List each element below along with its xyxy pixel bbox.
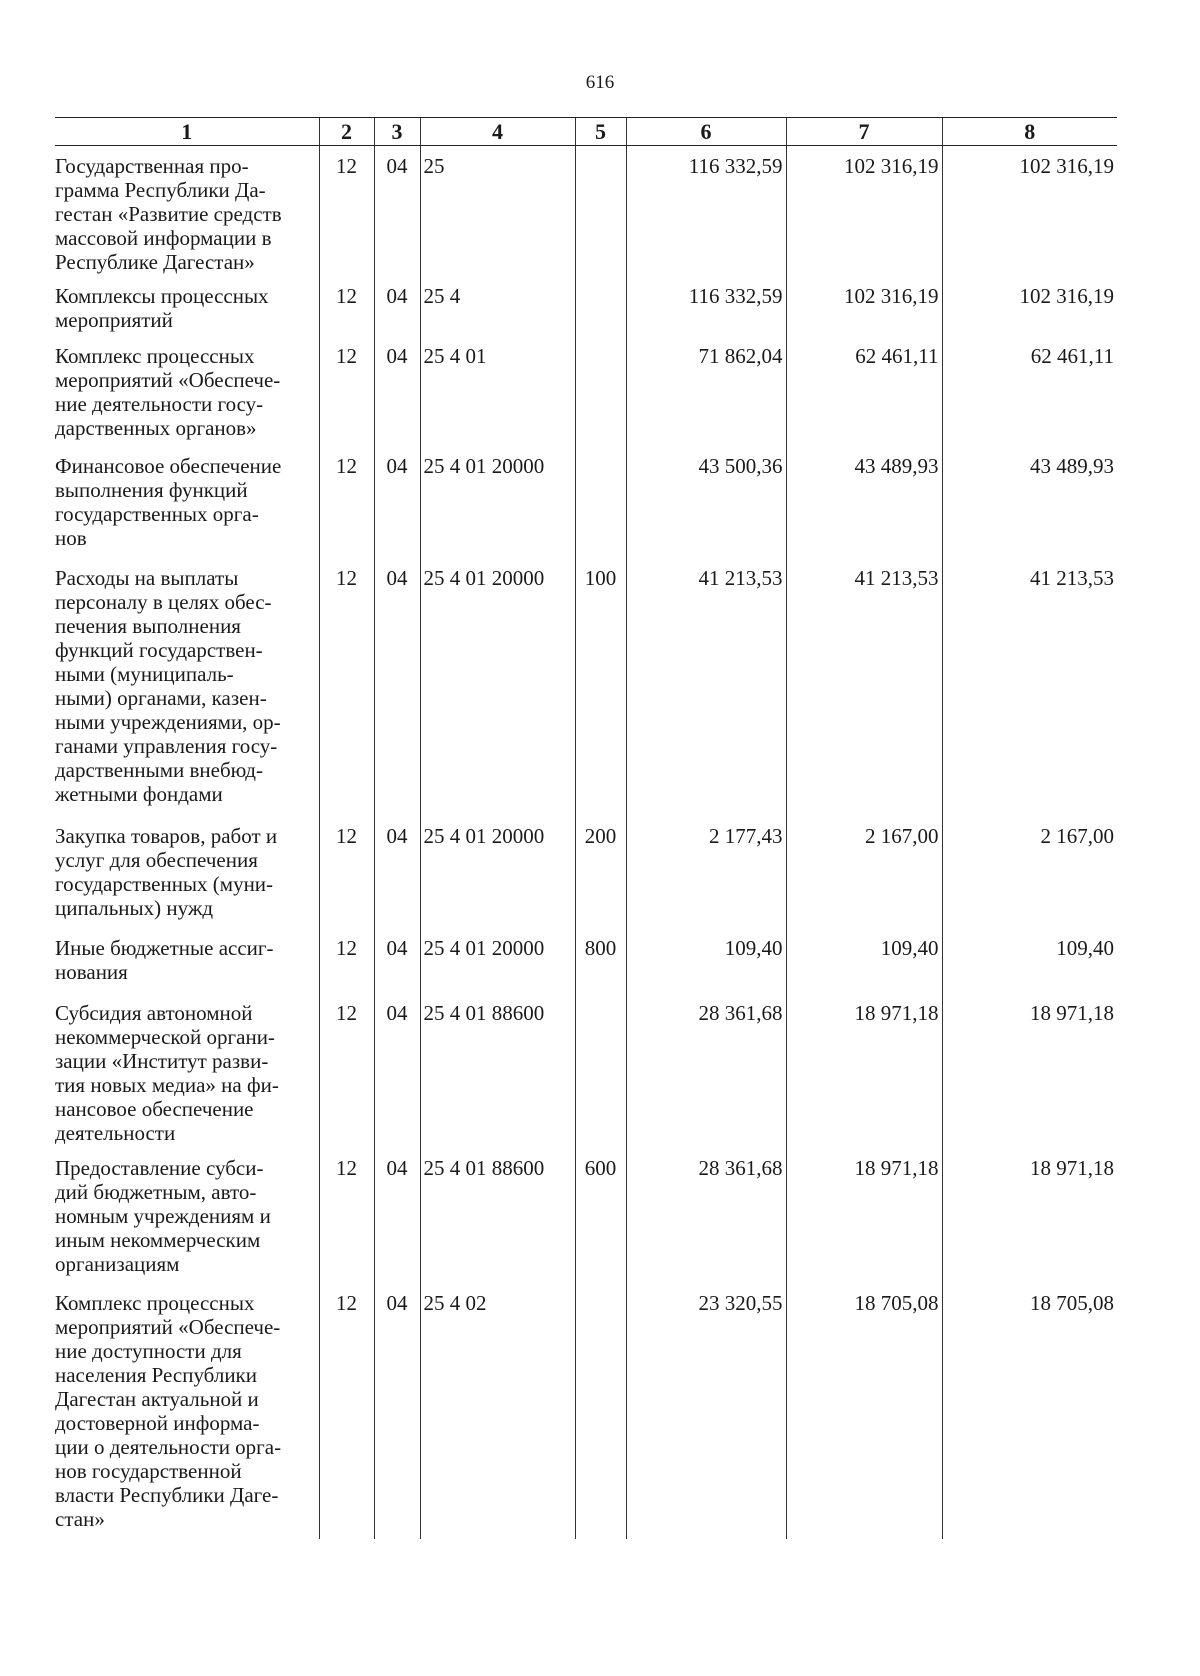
amount-col-7: 18 971,18 — [786, 1148, 942, 1283]
expense-type-code: 600 — [575, 1148, 626, 1283]
subsection-code: 04 — [374, 928, 420, 993]
table-row — [55, 993, 1117, 1148]
item-name: Предоставление субси- дий бюджетным, авто- номным учреждениям и иным некоммерческим организациям — [55, 1155, 271, 1276]
header-col-4: 4 — [420, 118, 575, 146]
expense-type-code — [575, 993, 626, 1148]
amount-col-7: 18 971,18 — [786, 993, 942, 1148]
subsection-code: 04 — [374, 336, 420, 446]
table-row — [55, 1283, 1117, 1539]
expense-type-code — [575, 1283, 626, 1539]
amount-col-6: 116 332,59 — [626, 276, 786, 336]
amount-col-8: 102 316,19 — [942, 276, 1117, 336]
amount-col-7: 62 461,11 — [786, 336, 942, 446]
amount-col-8: 102 316,19 — [942, 146, 1117, 276]
amount-col-7: 102 316,19 — [786, 146, 942, 276]
amount-col-6: 43 500,36 — [626, 446, 786, 558]
amount-col-7: 41 213,53 — [786, 558, 942, 816]
table-row — [55, 1148, 1117, 1283]
header-col-2: 2 — [319, 118, 374, 146]
header-col-5: 5 — [575, 118, 626, 146]
section-code: 12 — [319, 276, 374, 336]
amount-col-7: 18 705,08 — [786, 1283, 942, 1539]
subsection-code: 04 — [374, 1283, 420, 1539]
header-col-3: 3 — [374, 118, 420, 146]
header-col-8: 8 — [942, 118, 1117, 146]
page-number: 616 — [585, 72, 615, 93]
table-row — [55, 276, 1117, 336]
expense-type-code — [575, 146, 626, 276]
section-code: 12 — [319, 1148, 374, 1283]
item-name: Субсидия автономной некоммерческой органи- зации «Институт разви- тия новых медиа» на фи- нансовое обеспечение деятельности — [55, 1000, 279, 1145]
table-row — [55, 446, 1117, 558]
target-item-code: 25 4 01 — [420, 336, 575, 446]
amount-col-6: 23 320,55 — [626, 1283, 786, 1539]
amount-col-7: 102 316,19 — [786, 276, 942, 336]
expense-type-code: 200 — [575, 816, 626, 928]
amount-col-6: 71 862,04 — [626, 336, 786, 446]
expense-type-code — [575, 276, 626, 336]
section-code: 12 — [319, 1283, 374, 1539]
target-item-code: 25 4 — [420, 276, 575, 336]
subsection-code: 04 — [374, 816, 420, 928]
subsection-code: 04 — [374, 146, 420, 276]
subsection-code: 04 — [374, 558, 420, 816]
item-name: Иные бюджетные ассиг- нования — [55, 935, 274, 984]
item-name: Комплекс процессных мероприятий «Обеспече- ние доступности для населения Республики Дагестан актуальной и достоверной информа- ции о деятельности орга- нов государственной власти Республики Даге- стан» — [55, 1290, 282, 1531]
subsection-code: 04 — [374, 446, 420, 558]
target-item-code: 25 4 01 88600 — [420, 1148, 575, 1283]
expense-type-code: 800 — [575, 928, 626, 993]
amount-col-8: 109,40 — [942, 928, 1117, 993]
target-item-code: 25 4 01 20000 — [420, 928, 575, 993]
header-row — [55, 118, 1117, 146]
item-name: Финансовое обеспечение выполнения функций государственных орга- нов — [55, 453, 282, 550]
subsection-code: 04 — [374, 993, 420, 1148]
table-row — [55, 558, 1117, 816]
amount-col-8: 18 971,18 — [942, 1148, 1117, 1283]
item-name: Закупка товаров, работ и услуг для обеспечения государственных (муни- ципальных) нужд — [55, 823, 278, 920]
target-item-code: 25 4 01 20000 — [420, 816, 575, 928]
section-code: 12 — [319, 928, 374, 993]
amount-col-8: 2 167,00 — [942, 816, 1117, 928]
target-item-code: 25 — [420, 146, 575, 276]
amount-col-7: 109,40 — [786, 928, 942, 993]
amount-col-8: 62 461,11 — [942, 336, 1117, 446]
header-col-6: 6 — [626, 118, 786, 146]
item-name: Комплексы процессных мероприятий — [55, 283, 269, 332]
subsection-code: 04 — [374, 276, 420, 336]
amount-col-7: 43 489,93 — [786, 446, 942, 558]
section-code: 12 — [319, 993, 374, 1148]
subsection-code: 04 — [374, 1148, 420, 1283]
target-item-code: 25 4 01 88600 — [420, 993, 575, 1148]
target-item-code: 25 4 02 — [420, 1283, 575, 1539]
section-code: 12 — [319, 336, 374, 446]
expense-type-code — [575, 446, 626, 558]
section-code: 12 — [319, 558, 374, 816]
target-item-code: 25 4 01 20000 — [420, 558, 575, 816]
amount-col-8: 18 705,08 — [942, 1283, 1117, 1539]
amount-col-6: 2 177,43 — [626, 816, 786, 928]
header-col-7: 7 — [786, 118, 942, 146]
item-name: Комплекс процессных мероприятий «Обеспече- ние деятельности госу- дарственных органов» — [55, 343, 281, 440]
amount-col-6: 109,40 — [626, 928, 786, 993]
item-name: Государственная про- грамма Республики Да- гестан «Развитие средств массовой информации в Республике Дагестан» — [55, 154, 282, 274]
section-code: 12 — [319, 816, 374, 928]
expense-type-code: 100 — [575, 558, 626, 816]
table-row — [55, 146, 1117, 276]
item-name: Расходы на выплаты персоналу в целях обес- печения выполнения функций государствен- ными (муниципаль- ными) органами, казен- ными учреждениями, ор- ганами управления госу- дарственными внебюд- жетными фондами — [55, 565, 281, 806]
budget-table — [55, 117, 1117, 1539]
amount-col-8: 18 971,18 — [942, 993, 1117, 1148]
amount-col-7: 2 167,00 — [786, 816, 942, 928]
amount-col-8: 43 489,93 — [942, 446, 1117, 558]
amount-col-6: 28 361,68 — [626, 1148, 786, 1283]
header-col-1: 1 — [55, 118, 319, 146]
amount-col-6: 28 361,68 — [626, 993, 786, 1148]
expense-type-code — [575, 336, 626, 446]
target-item-code: 25 4 01 20000 — [420, 446, 575, 558]
amount-col-6: 41 213,53 — [626, 558, 786, 816]
amount-col-8: 41 213,53 — [942, 558, 1117, 816]
section-code: 12 — [319, 146, 374, 276]
table-row — [55, 336, 1117, 446]
amount-col-6: 116 332,59 — [626, 146, 786, 276]
table-row — [55, 928, 1117, 993]
section-code: 12 — [319, 446, 374, 558]
table-row — [55, 816, 1117, 928]
